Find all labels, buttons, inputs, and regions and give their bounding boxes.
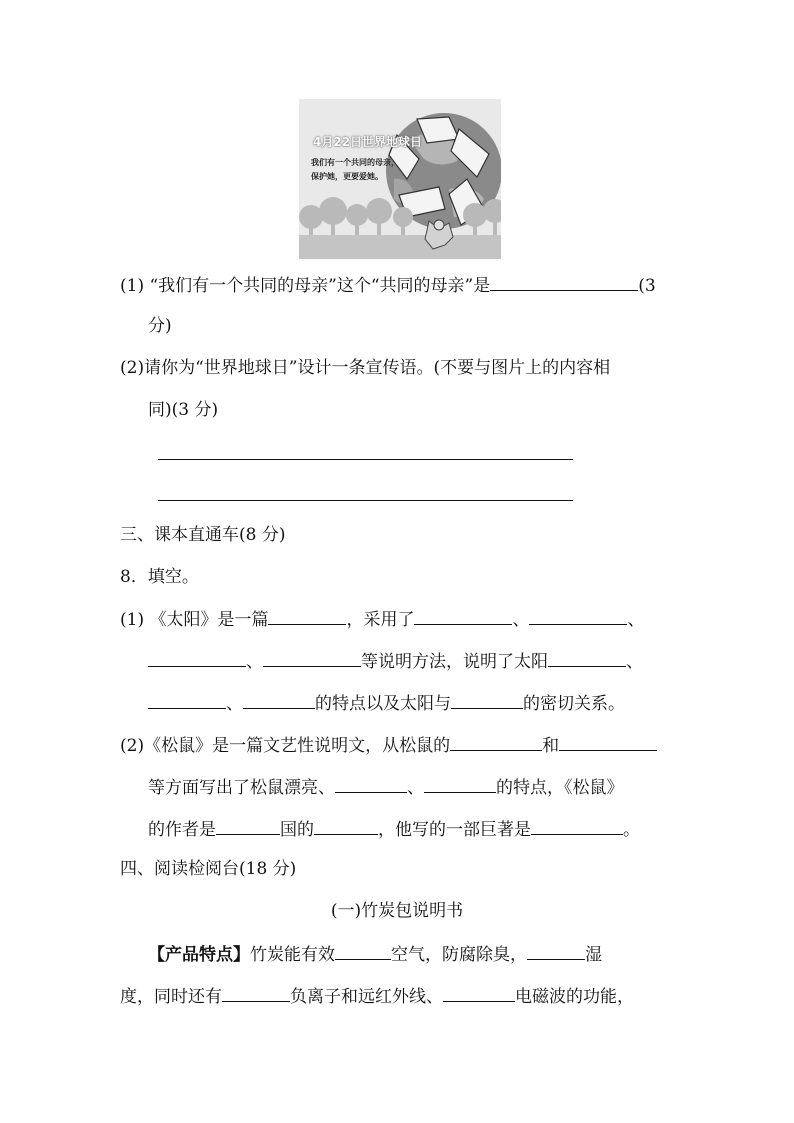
reading-line2 [120, 983, 634, 1009]
answer-blank[interactable] [414, 606, 512, 625]
poster-slogan-line1: 我们有一个共同的母亲， [311, 158, 399, 167]
answer-blank[interactable] [548, 648, 626, 667]
q8-p1-text-b: ，采用了 [346, 610, 415, 630]
poster-slogan-line2: 保护她，更要爱她。 [311, 172, 383, 181]
reading-text-e: 负离子和远红外线、 [290, 987, 443, 1007]
answer-blank[interactable] [424, 774, 496, 793]
answer-blank[interactable] [268, 606, 346, 625]
poster-title: 4月22日世界地球日 [313, 135, 423, 149]
reading-title: (一)竹炭包说明书 [330, 901, 464, 921]
q8-p1-text-g: 、 [626, 652, 643, 672]
question-1-prefix: (1) “我们有一个共同的母亲”这个“共同的母亲”是 [120, 276, 491, 296]
reading-text-c: 湿 [585, 945, 602, 965]
q8-p1-line3 [148, 690, 625, 716]
q8-p1-text-i: 的特点以及太阳与 [315, 694, 451, 714]
question-1-score: (3 [638, 276, 656, 296]
q8-p2-text-a: (2)《松鼠》是一篇文艺性说明文，从松鼠的 [120, 736, 451, 756]
q8-p2-line1 [120, 732, 657, 758]
product-features-label: 【产品特点】 [148, 945, 250, 965]
reading-text-f: 电磁波的功能， [515, 987, 634, 1007]
question-2-line1: (2)请你为“世界地球日”设计一条宣传语。(不要与图片上的内容相 [120, 358, 611, 378]
q8-p2-text-b: 和 [542, 736, 560, 756]
answer-blank[interactable] [335, 941, 391, 960]
q8-p1-text-e: 、 [246, 652, 263, 672]
q8-p2-text-g: 国的 [280, 820, 314, 840]
answer-blank[interactable] [529, 606, 627, 625]
question-2-line2: 同)(3 分) [148, 400, 219, 420]
earth-day-poster [299, 99, 501, 259]
answer-blank[interactable] [527, 941, 585, 960]
section-3-title: 三、课本直通车(8 分) [120, 525, 286, 545]
section-4-title: 四、阅读检阅台(18 分) [120, 859, 297, 879]
q8-p2-text-i: 。 [623, 820, 640, 840]
answer-blank[interactable] [443, 983, 515, 1002]
answer-blank[interactable] [216, 816, 280, 835]
q8-p2-text-h: ，他写的一部巨著是 [378, 820, 531, 840]
q8-p2-text-f: 的作者是 [148, 820, 216, 840]
q8-p2-line3 [148, 816, 640, 842]
answer-blank[interactable] [490, 272, 638, 291]
answer-line-1[interactable] [158, 459, 573, 460]
question-1-line1 [120, 272, 656, 298]
q8-p1-line2 [148, 648, 643, 674]
answer-blank[interactable] [243, 690, 315, 709]
answer-blank[interactable] [314, 816, 378, 835]
q8-p1-text-a: (1) 《太阳》是一篇 [120, 610, 269, 630]
answer-line-2[interactable] [158, 500, 573, 501]
q8-p2-text-c: 等方面写出了松鼠漂亮、 [148, 778, 335, 798]
reading-text-b: 空气，防腐除臭， [391, 945, 527, 965]
answer-blank[interactable] [335, 774, 407, 793]
answer-blank[interactable] [222, 983, 290, 1002]
answer-blank[interactable] [531, 816, 623, 835]
q8-p2-text-d: 、 [407, 778, 424, 798]
q8-p2-line2 [148, 774, 624, 800]
q8-p1-text-f: 等说明方法，说明了太阳 [361, 652, 548, 672]
reading-text-d: 度，同时还有 [120, 987, 222, 1007]
question-8-title: 8．填空。 [120, 567, 199, 587]
q8-p1-text-h: 、 [226, 694, 243, 714]
answer-blank[interactable] [451, 690, 523, 709]
answer-blank[interactable] [450, 732, 542, 751]
reading-text-a: 竹炭能有效 [250, 945, 335, 965]
q8-p1-line1 [120, 606, 644, 632]
answer-blank[interactable] [559, 732, 657, 751]
q8-p1-text-d: 、 [627, 610, 645, 630]
answer-blank[interactable] [148, 690, 226, 709]
q8-p1-text-c: 、 [512, 610, 530, 630]
answer-blank[interactable] [263, 648, 361, 667]
reading-line1 [148, 941, 602, 967]
answer-blank[interactable] [148, 648, 246, 667]
question-1-line2: 分) [148, 316, 172, 336]
q8-p2-text-e: 的特点，《松鼠》 [496, 778, 624, 798]
q8-p1-text-j: 的密切关系。 [523, 694, 625, 714]
